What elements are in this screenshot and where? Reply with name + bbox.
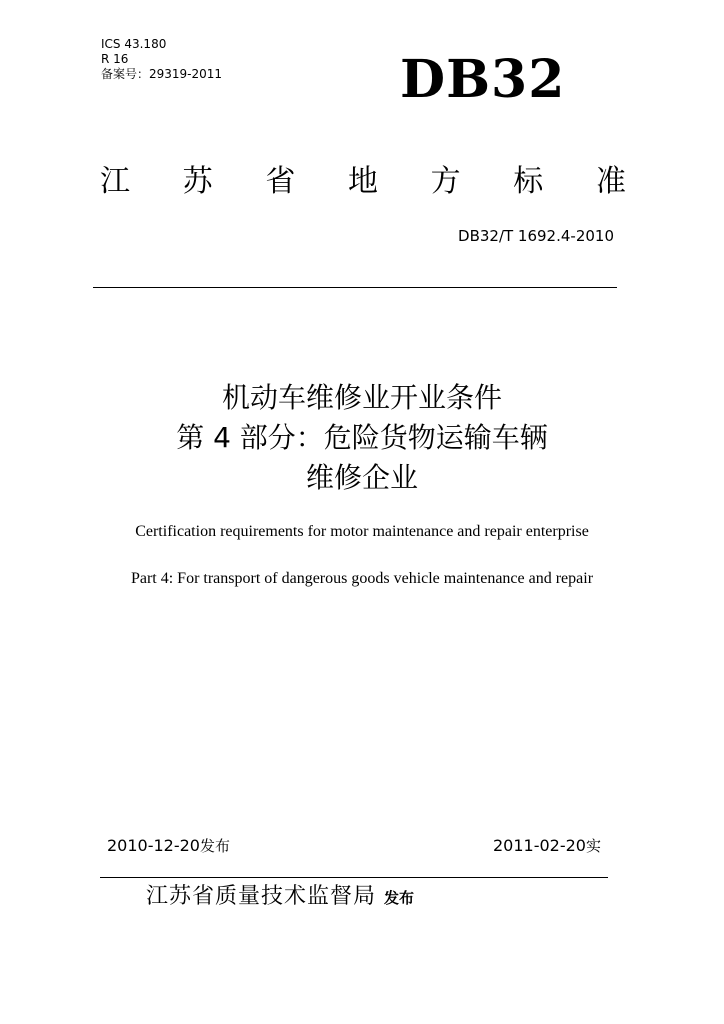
standard-number: DB32/T 1692.4-2010 bbox=[458, 227, 614, 245]
chinese-title-line: 第 4 部分：危险货物运输车辆 bbox=[176, 421, 548, 454]
english-title-line: Certification requirements for motor maintenance and repair enterprise bbox=[135, 523, 589, 540]
english-title-line: Part 4: For transport of dangerous goods vehicle maintenance and repair bbox=[130, 570, 594, 587]
db-code-mark: DB32 bbox=[400, 49, 566, 110]
issue-date-suffix: 发布 bbox=[199, 837, 230, 855]
standard-type-heading bbox=[100, 160, 626, 204]
publisher-org: 江苏省质量技术监督局 bbox=[146, 884, 377, 909]
publisher bbox=[146, 881, 414, 914]
implementation-date bbox=[493, 836, 601, 856]
standard-type-char: 省 bbox=[265, 164, 296, 199]
issue-date-value: 2010-12-20 bbox=[107, 836, 200, 855]
implementation-date-suffix: 实 bbox=[585, 837, 601, 855]
standard-type-char: 标 bbox=[513, 164, 544, 199]
publisher-suffix: 发布 bbox=[384, 889, 415, 907]
implementation-date-value: 2011-02-20 bbox=[493, 836, 586, 855]
header-codes bbox=[101, 37, 222, 82]
standard-type-char: 苏 bbox=[182, 164, 213, 199]
ics-code: ICS 43.180 bbox=[101, 37, 167, 51]
standard-type-char: 江 bbox=[100, 164, 130, 199]
standard-type-char: 方 bbox=[430, 164, 461, 199]
category-code: R 16 bbox=[101, 52, 129, 66]
filing-number: 备案号：29319-2011 bbox=[101, 67, 223, 81]
chinese-title-line: 机动车维修业开业条件 bbox=[221, 381, 502, 414]
top-divider bbox=[93, 287, 617, 288]
chinese-title-line: 维修企业 bbox=[305, 461, 418, 494]
standard-type-char: 准 bbox=[595, 164, 626, 199]
bottom-divider bbox=[100, 877, 608, 878]
issue-date bbox=[107, 836, 230, 856]
chinese-title bbox=[60, 378, 664, 498]
standard-type-char: 地 bbox=[347, 164, 378, 199]
